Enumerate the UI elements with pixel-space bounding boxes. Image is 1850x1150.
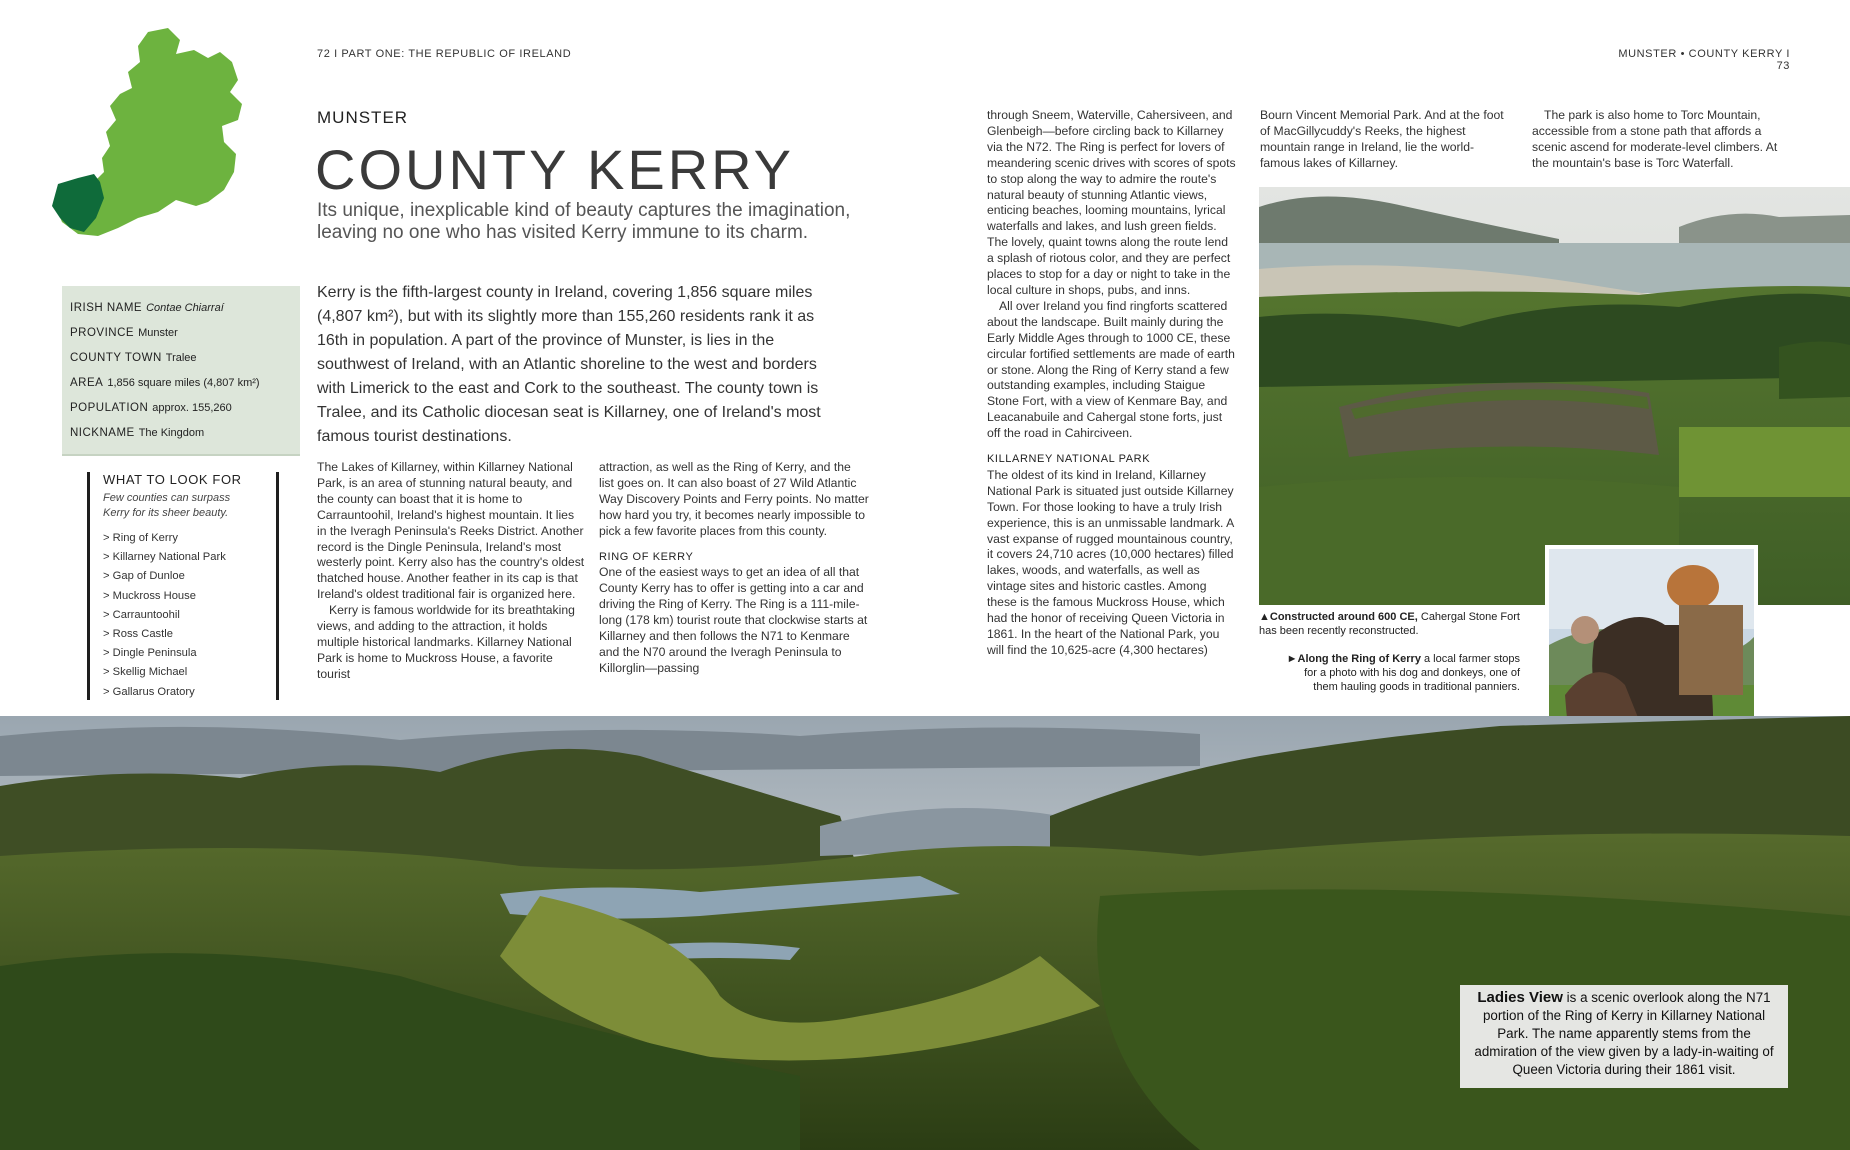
- paragraph: One of the easiest ways to get an idea of all that County Kerry has to offer is getting into a car and driving the Ring of Kerry. The Ring is a 111-mile-long (178 km) tourist route that clockwise starts at Killarney and then follows the N71 to Kenmare and the N70 around the Iveragh Peninsula to Killorglin—passing: [599, 565, 868, 675]
- right-folio: MUNSTER • COUNTY KERRY I 73: [1618, 48, 1790, 72]
- ireland-map: [48, 22, 293, 267]
- body-column-5: [1532, 108, 1790, 172]
- paragraph: through Sneem, Waterville, Cahersiveen, and Glenbeigh—before circling back to Killarney via the N72. The Ring is perfect for lovers of meandering scenic drives with scores of spots to stop along the way to admire the route's natural beauty of stunning Atlantic views, enticing beaches, looming mountains, lyrical waterfalls and lakes, and lush green fields. The lovely, quaint towns along the route lend a splash of riotous color, and they are perfect places to stop for a day or night to take in the local culture in shops, pubs, and inns.: [987, 108, 1236, 297]
- paragraph: The oldest of its kind in Ireland, Killarney National Park is situated just outside Killarney Town. For those looking to have a truly Irish experience, this is an unmissable landmark. A vast expanse of rugged mountainous country, it covers 24,710 acres (10,000 hectares) filled lakes, woods, and waterfalls, as well as vintage sites and historic castles. Among these is the famous Muckross House, which had the honor of receiving Queen Victoria in 1861. In the heart of the National Park, you will find the 10,625-acre (4,300 hectares): [987, 467, 1234, 657]
- body-column-4: [1260, 108, 1510, 172]
- list-item: > Gallarus Oratory: [103, 685, 195, 698]
- look-for-box: [87, 472, 279, 700]
- left-folio: 72 I PART ONE: THE REPUBLIC OF IRELAND: [317, 48, 572, 60]
- paragraph: All over Ireland you find ringforts scattered about the landscape. Built mainly during the Early Middle Ages through to 1000 CE, these circular fortified settlements are made of earth or stone. Along the Ring of Kerry stand a few outstanding examples, including Staigue Stone Fort, with a view of Kenmare Bay, and Leacanabuile and Cahergal stone forts, just off the road in Cahirciveen.: [987, 298, 1235, 441]
- fact-row: PROVINCE Munster: [70, 327, 178, 339]
- paragraph: Bourn Vincent Memorial Park. And at the foot of MacGillycuddy's Reeks, the highest mountain range in Ireland, lie the world-famous lakes of Killarney.: [1260, 108, 1504, 170]
- list-item: > Dingle Peninsula: [103, 647, 197, 660]
- fact-row: COUNTY TOWN Tralee: [70, 352, 197, 364]
- fact-row: AREA 1,856 square miles (4,807 km²): [70, 377, 260, 389]
- list-item: > Carrauntoohil: [103, 608, 180, 621]
- fact-row: NICKNAME The Kingdom: [70, 427, 205, 439]
- ladies-view-caption: Ladies View is a scenic overlook along the N71 portion of the Ring of Kerry in Killarney National Park. The name apparently stems from the admiration of the view given by a lady-in-waiting of Queen Victoria during their 1861 visit.: [1460, 985, 1788, 1088]
- section-label: MUNSTER: [317, 108, 409, 127]
- list-item: > Ring of Kerry: [103, 532, 178, 544]
- section-heading: RING OF KERRY: [599, 550, 694, 563]
- list-item: > Killarney National Park: [103, 551, 226, 564]
- look-for-title: WHAT TO LOOK FOR: [103, 472, 242, 487]
- look-for-list: [103, 529, 276, 702]
- fact-row: IRISH NAME Contae Chiarraí: [70, 302, 224, 314]
- page-title: COUNTY KERRY: [315, 138, 794, 201]
- paragraph: The Lakes of Killarney, within Killarney National Park, is an area of stunning natural beauty, and the county can boast that it is home to Carrauntoohil, Ireland's highest mountain. It lies in the Iveragh Peninsula's Reeks District. Another record is the Dingle Peninsula, Ireland's most westerly point. Kerry also has the country's oldest thatched house. Another feather in its cap is that Ireland's oldest traditional fair is organized here.: [317, 460, 585, 602]
- paragraph: Kerry is famous worldwide for its breathtaking views, and adding to the attraction, it holds multiple historical landmarks. Killarney National Park is home to Muckross House, a favorite tourist: [317, 603, 575, 681]
- body-column-1: [317, 460, 585, 683]
- list-item: > Muckross House: [103, 589, 196, 602]
- section-heading: KILLARNEY NATIONAL PARK: [987, 453, 1151, 466]
- subtitle: Its unique, inexplicable kind of beauty captures the imagination, leaving no one who has visited Kerry immune to its charm.: [317, 200, 851, 243]
- body-column-3: [987, 108, 1237, 659]
- body-column-2: [599, 460, 869, 677]
- lead-paragraph: Kerry is the fifth-largest county in Ireland, covering 1,856 square miles (4,807 km²), but with its slightly more than 155,260 residents rank it as 16th in population. A part of the province of Munster, is lies in the southwest of Ireland, with an Atlantic shoreline to the west and borders with Limerick to the east and Cork to the southeast. The county town is Tralee, and its Catholic diocesan seat is Killarney, one of Ireland's most famous tourist destinations.: [317, 284, 821, 445]
- paragraph: attraction, as well as the Ring of Kerry, and the list goes on. It can also boast of 27 Wild Atlantic Way Discovery Points and Ferry points. No matter how hard you try, it becomes nearly impossible to pick a few favorite places from this county.: [599, 460, 869, 538]
- fact-box: [62, 286, 300, 456]
- paragraph: The park is also home to Torc Mountain, accessible from a stone path that affords a scenic ascend for moderate-level climbers. At the mountain's base is Torc Waterfall.: [1532, 108, 1778, 170]
- look-for-intro: Few counties can surpass Kerry for its sheer beauty.: [103, 492, 231, 519]
- cahergal-fort-photo: [1259, 187, 1850, 605]
- donkey-caption: ►Along the Ring of Kerry a local farmer stops for a photo with his dog and donkeys, one of them hauling goods in traditional panniers.: [1286, 653, 1520, 693]
- fact-row: POPULATION approx. 155,260: [70, 402, 232, 414]
- list-item: > Ross Castle: [103, 628, 173, 641]
- list-item: > Gap of Dunloe: [103, 570, 185, 583]
- list-item: > Skellig Michael: [103, 666, 188, 679]
- fort-caption: ▲Constructed around 600 CE, Cahergal Stone Fort has been recently reconstructed.: [1259, 611, 1520, 637]
